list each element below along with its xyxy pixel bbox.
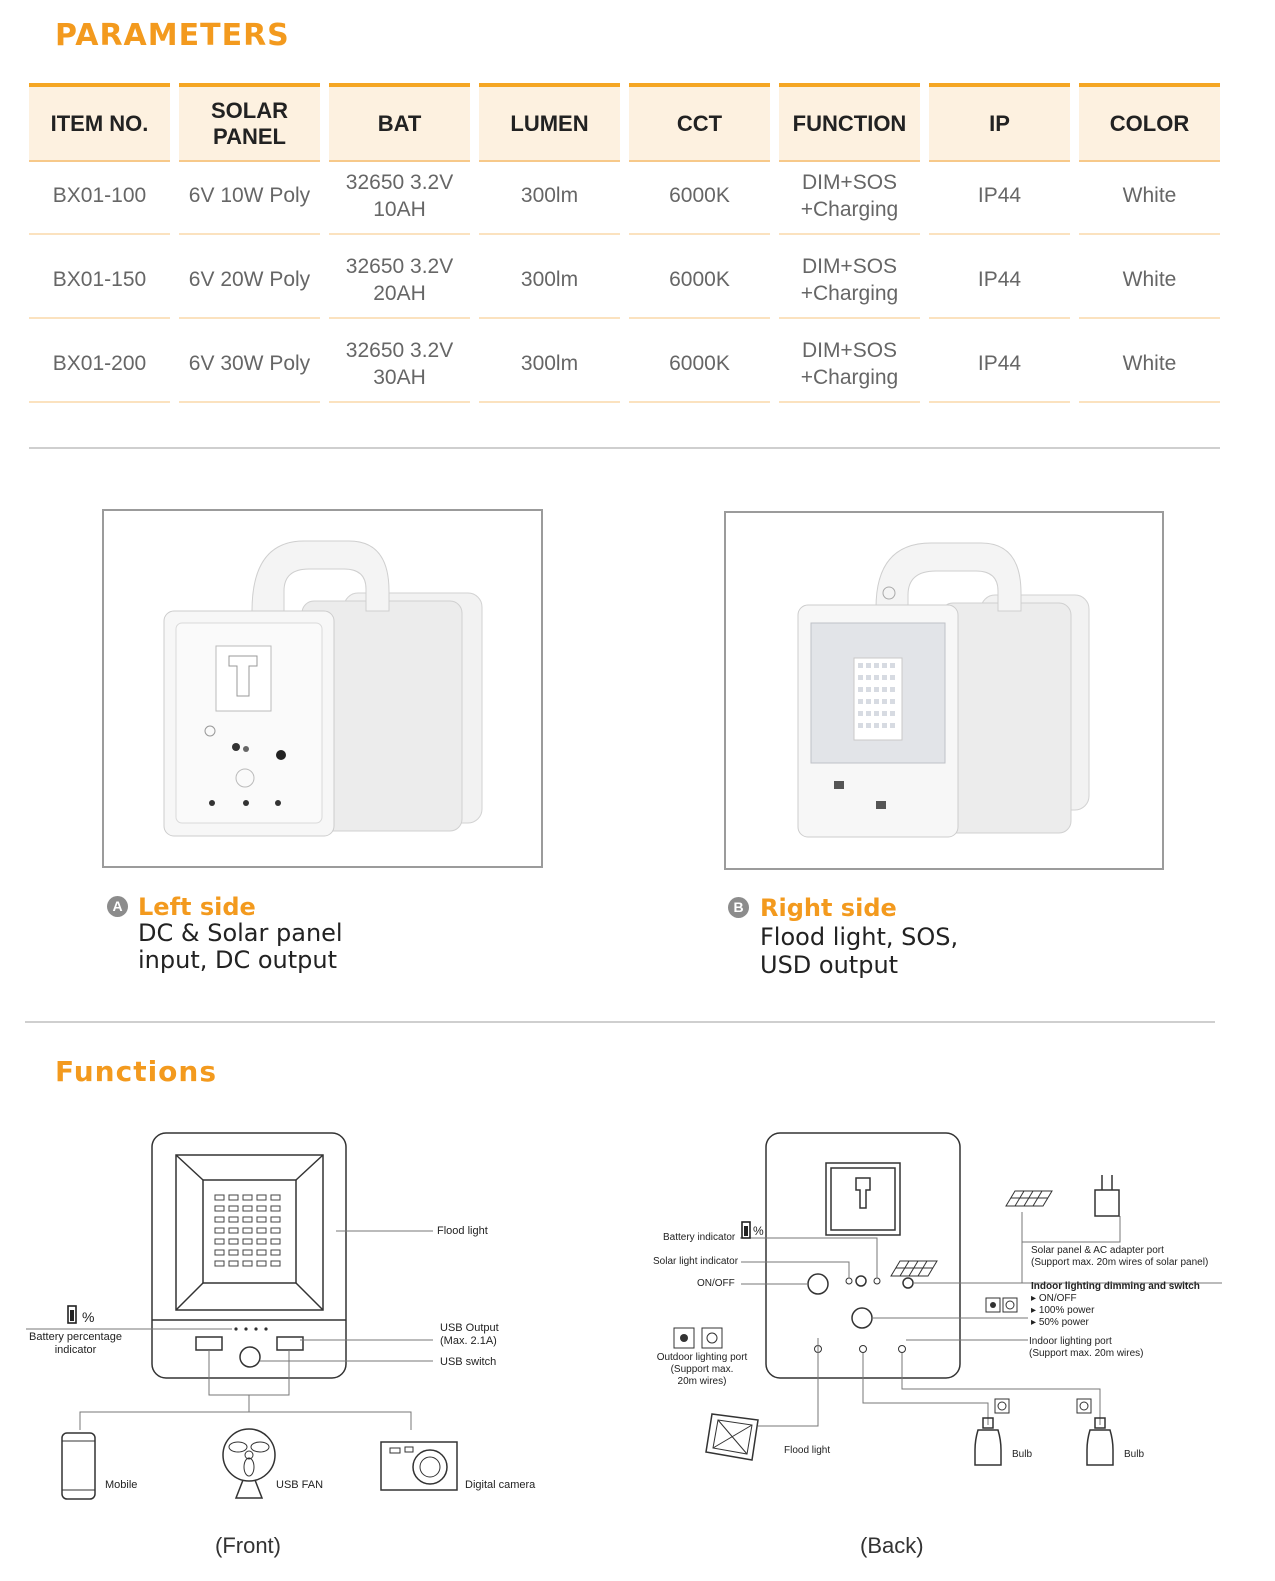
right-side-photo xyxy=(724,511,1164,870)
parameters-title: PARAMETERS xyxy=(55,18,290,53)
table-cell: 300lm xyxy=(479,326,620,403)
right-side-line1: Flood light, SOS, xyxy=(760,923,959,951)
badge-b: B xyxy=(728,897,749,918)
left-side-line2: input, DC output xyxy=(138,946,338,974)
dimming-title: Indoor lighting dimming and switch xyxy=(1031,1281,1200,1292)
back-flood-light-label: Flood light xyxy=(784,1445,831,1456)
dimming-option-on-off: ▸ ON/OFF xyxy=(1031,1293,1077,1304)
front-flood-light-label: Flood light xyxy=(437,1225,488,1237)
usb-switch-label: USB switch xyxy=(440,1356,497,1368)
table-header-cell: LUMEN xyxy=(479,83,620,162)
outdoor-port-label: Outdoor lighting port (Support max. 20m wires) xyxy=(656,1352,748,1387)
table-cell: IP44 xyxy=(929,242,1070,319)
indoor-port-label: Indoor lighting port xyxy=(1029,1336,1112,1347)
usb-fan-label: USB FAN xyxy=(276,1479,324,1491)
table-cell: 6000K xyxy=(629,326,770,403)
battery-indicator-label: Battery indicator xyxy=(663,1232,736,1243)
table-cell: 6000K xyxy=(629,158,770,235)
battery-percentage-label: Battery percentage indicator xyxy=(29,1331,122,1356)
table-cell: 32650 3.2V 20AH xyxy=(329,242,470,319)
left-side-photo xyxy=(102,509,543,868)
bulb-label-2: Bulb xyxy=(1124,1449,1145,1460)
table-cell: DIM+SOS +Charging xyxy=(779,326,920,403)
table-cell: 32650 3.2V 30AH xyxy=(329,326,470,403)
table-cell: DIM+SOS +Charging xyxy=(779,158,920,235)
solar-port-label: Solar panel & AC adapter port xyxy=(1031,1245,1164,1256)
table-cell: 300lm xyxy=(479,242,620,319)
table-cell: DIM+SOS +Charging xyxy=(779,242,920,319)
dimming-option-100: ▸ 100% power xyxy=(1031,1305,1095,1316)
digital-camera-label: Digital camera xyxy=(465,1479,536,1491)
divider xyxy=(29,447,1220,449)
table-cell: BX01-200 xyxy=(29,326,170,403)
left-side-line1: DC & Solar panel xyxy=(138,919,343,947)
mobile-label: Mobile xyxy=(105,1479,138,1491)
table-cell: 6000K xyxy=(629,242,770,319)
table-cell: 6V 10W Poly xyxy=(179,158,320,235)
solar-port-support-label: (Support max. 20m wires of solar panel) xyxy=(1031,1257,1209,1268)
table-header-cell: IP xyxy=(929,83,1070,162)
indoor-port-support-label: (Support max. 20m wires) xyxy=(1029,1348,1144,1359)
table-header-cell: SOLAR PANEL xyxy=(179,83,320,162)
table-cell: White xyxy=(1079,326,1220,403)
table-cell: 300lm xyxy=(479,158,620,235)
table-header-cell: BAT xyxy=(329,83,470,162)
battery-percent-symbol: % xyxy=(82,1309,95,1325)
dimming-option-50: ▸ 50% power xyxy=(1031,1317,1089,1328)
table-cell: BX01-150 xyxy=(29,242,170,319)
right-side-title: Right side xyxy=(760,894,897,922)
badge-a: A xyxy=(107,896,128,917)
table-cell: 6V 20W Poly xyxy=(179,242,320,319)
bulb-label-1: Bulb xyxy=(1012,1449,1033,1460)
table-header-cell: CCT xyxy=(629,83,770,162)
table-cell: White xyxy=(1079,242,1220,319)
table-cell: BX01-100 xyxy=(29,158,170,235)
divider xyxy=(25,1021,1215,1023)
table-cell: 6V 30W Poly xyxy=(179,326,320,403)
table-header-cell: COLOR xyxy=(1079,83,1220,162)
back-diagram xyxy=(640,1110,1270,1530)
usb-output-label: USB Output xyxy=(440,1322,499,1334)
back-battery-percent-symbol: % xyxy=(753,1224,764,1238)
usb-output-max-label: (Max. 2.1A) xyxy=(440,1335,497,1347)
table-header-cell: FUNCTION xyxy=(779,83,920,162)
solar-light-indicator-label: Solar light indicator xyxy=(653,1256,739,1267)
table-cell: White xyxy=(1079,158,1220,235)
table-cell: IP44 xyxy=(929,326,1070,403)
front-caption: (Front) xyxy=(215,1533,281,1558)
table-header-cell: ITEM NO. xyxy=(29,83,170,162)
right-side-line2: USD output xyxy=(760,951,899,979)
table-cell: 32650 3.2V 10AH xyxy=(329,158,470,235)
on-off-label: ON/OFF xyxy=(697,1278,735,1289)
back-caption: (Back) xyxy=(860,1533,924,1558)
table-cell: IP44 xyxy=(929,158,1070,235)
left-side-title: Left side xyxy=(138,893,256,921)
front-diagram xyxy=(0,1110,640,1530)
functions-title: Functions xyxy=(55,1055,218,1088)
